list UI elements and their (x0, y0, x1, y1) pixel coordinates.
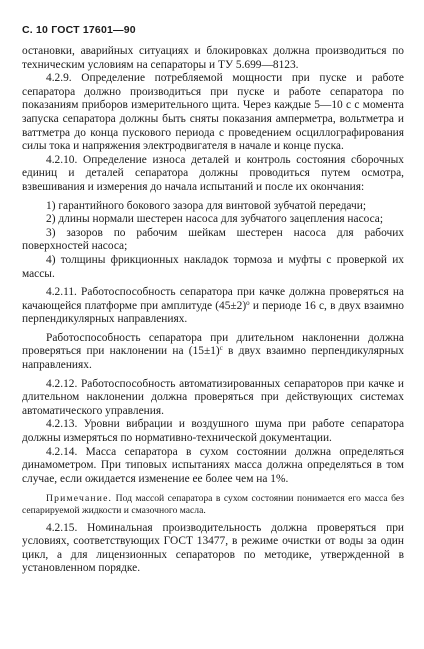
list-item-3: 3) зазоров по рабочим шейкам шестерен насоса для рабочих поверхностей насоса; (22, 226, 404, 253)
list-item-4: 4) толщины фрикционных накладок тормоза и муфты с проверкой их массы. (22, 253, 404, 280)
paragraph-4-2-13: 4.2.13. Уровни вибрации и воздушного шума при работе сепаратора должны измеряться по нормативно-технической документации. (22, 418, 404, 445)
note-label: Примечание. (46, 493, 113, 505)
paragraph-4-2-10: 4.2.10. Определение износа деталей и контроль состояния сборочных единиц и деталей сепаратора должны проводиться путем осмотра, взвешивания и измерения до начала испытаний и после их окончания: (22, 153, 404, 193)
paragraph-4-2-12: 4.2.12. Работоспособность автоматизированных сепараторов при качке и длительном наклонении должна проверяться при действующих системах автоматического управления. (22, 377, 404, 417)
paragraph-4-2-11 (22, 286, 404, 327)
page-header: С. 10 ГОСТ 17601—90 (22, 24, 136, 36)
text-span: Работоспособность сепаратора при длительном наклоненни должна проверяться при наклонении на (15±1) (22, 331, 404, 358)
paragraph-4-2-14: 4.2.14. Масса сепаратора в сухом состоянии должна определяться динамометром. При типовых испытаниях масса должна определяться в том случае, если ожидается изменение ее более чем на 1%. (22, 445, 404, 485)
text-span: и периоде 16 с, в двух взаимно перпендикулярных направлениях. (22, 299, 404, 326)
document-body (22, 45, 404, 576)
paragraph-continuation: остановки, аварийных ситуациях и блокировках должна производиться по техническим условиям на сепараторы и ТУ 5.699—8123. (22, 45, 404, 71)
paragraph-4-2-15: 4.2.15. Номинальная производительность должна проверяться при условиях, соответствующих ГОСТ 13477, в режиме очистки от воды за один цикл, а для лицензионных сепараторов по методике, утвержденной в установленном порядке. (22, 521, 404, 575)
paragraph-4-2-9: 4.2.9. Определение потребляемой мощности при пуске и работе сепаратора должно производиться при пуске и работе сепаратора по показаниям приборов измерительного щита. Через каждые 5—10 с с момента запуска сепаратора должны быть сняты показания амперметра, вольтметра и ваттметра до конца пускового периода с проведением осциллографирования силы тока и напряжения электродвигателя в начале и конце пуска. (22, 72, 404, 153)
list-item-2: 2) длины нормали шестерен насоса для зубчатого зацепления насоса; (46, 213, 384, 226)
note (22, 493, 404, 516)
degree-mark: с (219, 344, 223, 353)
degree-mark: о (246, 298, 250, 307)
text-span: в двух взаимно перпендикулярных направлениях. (22, 345, 404, 372)
text-span: 4.2.11. Работоспособность сепаратора при качке должна проверяться на качающейся платформе при амплитуде (45±2) (22, 286, 404, 312)
note-text: Под массой сепаратора в сухом состоянии понимается его масса без сепарируемой жидкости и смазочного масла. (22, 493, 404, 516)
paragraph-tilt (22, 332, 404, 373)
list-item-1: 1) гарантийного бокового зазора для винтовой зубчатой передачи; (46, 199, 367, 212)
